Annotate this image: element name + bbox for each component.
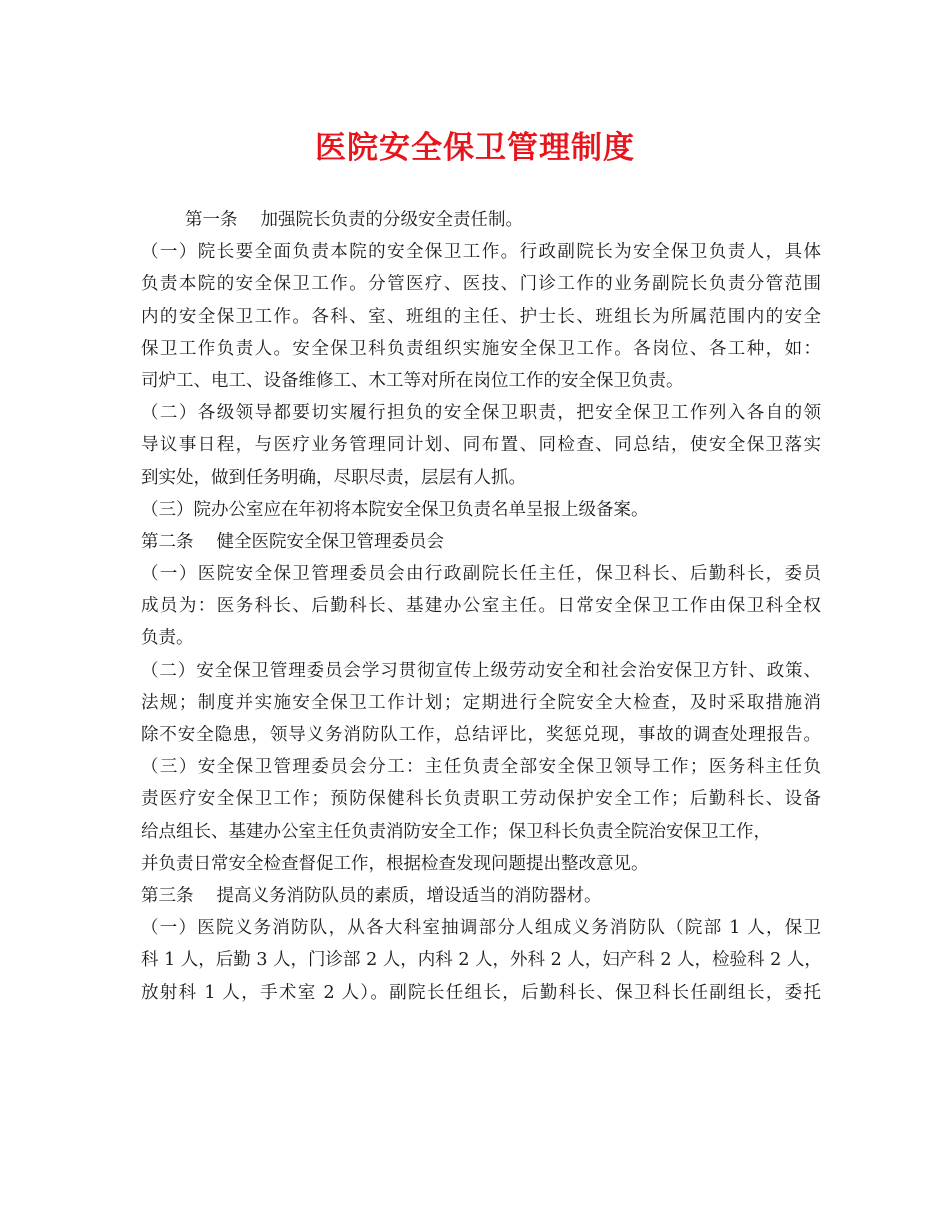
paragraph-line: 给点组长、基建办公室主任负责消防安全工作；保卫科长负责全院治安保卫工作， xyxy=(141,821,771,842)
paragraph-line: （一）院长要全面负责本院的安全保卫工作。行政副院长为安全保卫负责人，具体 xyxy=(141,242,821,263)
paragraph-line: 内的安全保卫工作。各科、室、班组的主任、护士长、班组长为所属范围内的安全 xyxy=(141,306,821,327)
document-title: 医院安全保卫管理制度 xyxy=(315,130,635,166)
paragraph-line: 到实处，做到任务明确，尽职尽责，层层有人抓。 xyxy=(141,467,526,488)
paragraph-line: 除不安全隐患，领导义务消防队工作，总结评比，奖惩兑现，事故的调查处理报告。 xyxy=(141,725,821,745)
paragraph-line: （二）各级领导都要切实履行担负的安全保卫职责，把安全保卫工作列入各自的领 xyxy=(141,403,821,424)
document-body xyxy=(141,204,821,1009)
paragraph-line: 放射科 1 人，手术室 2 人）。副院长任组长，后勤科长、保卫科长任副组长，委托 xyxy=(141,982,821,1003)
paragraph-line: 法规；制度并实施安全保卫工作计划；定期进行全院安全大检查，及时采取措施消 xyxy=(141,692,821,713)
paragraph-line: （二）安全保卫管理委员会学习贯彻宣传上级劳动安全和社会治安保卫方针、政策、 xyxy=(141,660,821,681)
paragraph-line: 成员为：医务科长、后勤科长、基建办公室主任。日常安全保卫工作由保卫科全权 xyxy=(141,596,821,617)
paragraph-line: 负责。 xyxy=(141,628,194,649)
paragraph-line: 保卫工作负责人。安全保卫科负责组织实施安全保卫工作。各岗位、各工种，如： xyxy=(141,338,821,359)
article-2-heading: 第二条 健全医院安全保卫管理委员会 xyxy=(141,531,445,552)
paragraph-line: 司炉工、电工、设备维修工、木工等对所在岗位工作的安全保卫负责。 xyxy=(141,370,684,391)
paragraph-line: 并负责日常安全检查督促工作，根据检查发现问题提出整改意见。 xyxy=(141,853,649,874)
paragraph-line: 负责本院的安全保卫工作。分管医疗、医技、门诊工作的业务副院长负责分管范围 xyxy=(141,274,821,295)
paragraph-line: （一）医院义务消防队，从各大科室抽调部分人组成义务消防队（院部 1 人，保卫 xyxy=(141,918,821,939)
paragraph-line: （三）院办公室应在年初将本院安全保卫负责名单呈报上级备案。 xyxy=(141,499,649,520)
paragraph-line: 责医疗安全保卫工作；预防保健科长负责职工劳动保护安全工作；后勤科长、设备 xyxy=(141,789,821,810)
article-3-heading: 第三条 提高义务消防队员的素质，增设适当的消防器材。 xyxy=(141,885,602,906)
paragraph-line: （一）医院安全保卫管理委员会由行政副院长任主任，保卫科长、后勤科长，委员 xyxy=(141,564,821,585)
paragraph-line: 导议事日程，与医疗业务管理同计划、同布置、同检查、同总结，使安全保卫落实 xyxy=(141,435,821,456)
paragraph-line: （三）安全保卫管理委员会分工：主任负责全部安全保卫领导工作；医务科主任负 xyxy=(141,757,821,778)
article-1-heading: 第一条 加强院长负责的分级安全责任制。 xyxy=(185,210,524,230)
paragraph-line: 科 1 人，后勤 3 人，门诊部 2 人，内科 2 人，外科 2 人，妇产科 2 人，检验科 2 人， xyxy=(141,950,822,971)
